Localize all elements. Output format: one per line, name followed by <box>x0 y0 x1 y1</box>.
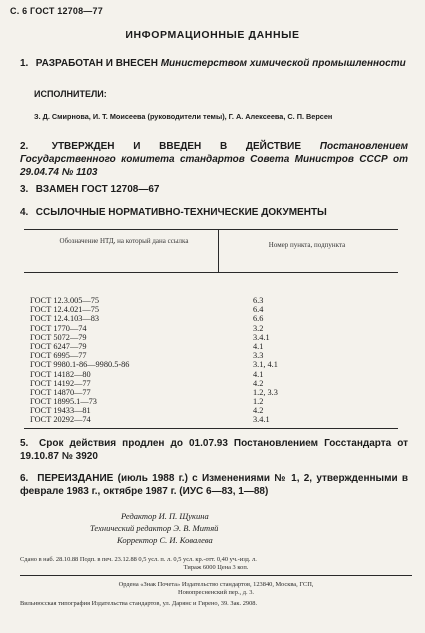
table-cell-item: 1.2, 3.3 <box>253 387 278 397</box>
table-row <box>30 296 400 305</box>
table-cell-item: 3.4.1 <box>253 332 270 342</box>
imprint-line-2: Тираж 6000 Цена 3 коп. <box>183 564 249 571</box>
table-cell-document: ГОСТ 6247—79 <box>30 341 87 351</box>
section-5-number: 5. <box>20 438 29 449</box>
table-cell-document: ГОСТ 14192—77 <box>30 378 91 388</box>
table-row <box>30 379 400 388</box>
page-header: С. 6 ГОСТ 12708—77 <box>10 6 103 16</box>
table-cell-item: 6.6 <box>253 314 264 324</box>
section-5-text: Срок действия продлен до 01.07.93 Постановлением Госстандарта от 19.10.87 № 3920 <box>20 438 408 462</box>
section-3-text: ВЗАМЕН ГОСТ 12708—67 <box>35 184 160 195</box>
section-1-number: 1. <box>20 58 29 69</box>
table-cell-item: 6.4 <box>253 305 264 315</box>
table-cell-document: ГОСТ 1770—74 <box>30 323 87 333</box>
table-row <box>30 397 400 406</box>
table-cell-document: ГОСТ 20292—74 <box>30 415 91 425</box>
table-header-document: Обозначение НТД, на который дана ссылка <box>59 237 189 245</box>
imprint-line-4: Новопресненский пер., д. 3. <box>178 589 254 596</box>
table-cell-document: ГОСТ 19433—81 <box>30 406 91 416</box>
table-top-rule <box>24 229 398 230</box>
section-3-number: 3. <box>20 184 29 195</box>
table-cell-item: 3.2 <box>253 323 264 333</box>
table-cell-document: ГОСТ 14182—80 <box>30 369 91 379</box>
section-6-number: 6. <box>20 473 29 484</box>
table-row <box>30 324 400 333</box>
section-4-text: ССЫЛОЧНЫЕ НОРМАТИВНО-ТЕХНИЧЕСКИЕ ДОКУМЕНТЫ <box>35 207 327 218</box>
section-1-heading: РАЗРАБОТАН И ВНЕСЕН <box>35 58 158 69</box>
table-row <box>30 314 400 323</box>
imprint-line-1: Сдано в наб. 28.10.88 Подп. в печ. 23.12.88 0,5 усл. п. л. 0,5 усл. кр.-отт. 0,40 уч.-изд. л. <box>20 556 257 563</box>
section-6 <box>20 472 408 498</box>
section-2 <box>20 140 408 179</box>
performers-heading: ИСПОЛНИТЕЛИ: <box>34 89 107 99</box>
section-6-heading: ПЕРЕИЗДАНИЕ <box>37 473 114 484</box>
table-cell-document: ГОСТ 14870—77 <box>30 387 91 397</box>
table-cell-item: 4.2 <box>253 406 264 416</box>
table-row <box>30 388 400 397</box>
section-2-heading: УТВЕРЖДЕН И ВВЕДЕН В ДЕЙСТВИЕ <box>51 141 302 152</box>
table-cell-document: ГОСТ 5072—79 <box>30 332 87 342</box>
page-title: ИНФОРМАЦИОННЫЕ ДАННЫЕ <box>125 29 300 41</box>
table-cell-document: ГОСТ 12.4.021—75 <box>30 305 99 315</box>
table-row <box>30 342 400 351</box>
editor-line: Редактор И. П. Щукина <box>121 511 209 521</box>
table-row <box>30 415 400 424</box>
imprint-line-5: Вильнюсская типография Издательства стандартов, ул. Дарянс и Гирено, 39. Зак. 2908. <box>20 600 258 607</box>
table-header-item: Номер пункта, подпункта <box>268 241 346 249</box>
imprint-line-3: Ордена «Знак Почета» Издательство стандартов, 123840, Москва, ГСП, <box>118 581 314 588</box>
editors-block <box>90 510 410 546</box>
section-4 <box>20 206 408 219</box>
section-3 <box>20 183 408 196</box>
table-row <box>30 360 400 369</box>
table-cell-item: 6.3 <box>253 296 264 305</box>
table-row <box>30 305 400 314</box>
table-cell-item: 4.1 <box>253 369 264 379</box>
table-header-rule <box>24 272 398 273</box>
tech-editor-line: Технический редактор Э. В. Митяй <box>90 523 219 533</box>
imprint-rule <box>20 575 412 576</box>
table-cell-item: 4.1 <box>253 341 264 351</box>
section-5 <box>20 437 408 463</box>
performers-list: З. Д. Смирнова, И. Т. Моисеева (руководители темы), Г. А. Алексеева, С. П. Версен <box>34 112 333 121</box>
table-cell-document: ГОСТ 12.4.103—83 <box>30 314 99 324</box>
table-row <box>30 370 400 379</box>
section-6-text: (июль 1988 г.) с Изменениями № 1, 2, утвержденными в феврале 1983 г., октябре 1987 г. (ИУС 6—83, 1—88) <box>20 473 409 497</box>
table-row <box>30 333 400 342</box>
table-cell-item: 1.2 <box>253 397 264 407</box>
reference-table-body <box>30 296 400 425</box>
table-row <box>30 351 400 360</box>
table-cell-item: 3.4.1 <box>253 415 270 425</box>
table-cell-document: ГОСТ 6995—77 <box>30 351 87 361</box>
table-cell-document: ГОСТ 18995.1—73 <box>30 397 97 407</box>
table-cell-document: ГОСТ 9980.1-86—9980.5-86 <box>30 360 130 370</box>
section-2-number: 2. <box>20 141 29 152</box>
section-1-text: Министерством химической промышленности <box>160 58 406 69</box>
section-4-number: 4. <box>20 207 29 218</box>
table-cell-item: 3.3 <box>253 351 264 361</box>
section-1 <box>20 57 408 70</box>
table-cell-item: 4.2 <box>253 378 264 388</box>
table-cell-item: 3.1, 4.1 <box>253 360 278 370</box>
table-cell-document: ГОСТ 12.3.005—75 <box>30 296 99 305</box>
proofreader-line: Корректор С. И. Ковалева <box>117 535 213 545</box>
table-row <box>30 406 400 415</box>
table-column-divider <box>218 230 219 272</box>
section-2-text: Постановлением Государственного комитета стандартов Совета Министров СССР от 29.04.74 № 1103 <box>20 141 409 178</box>
table-bottom-rule <box>24 428 398 429</box>
